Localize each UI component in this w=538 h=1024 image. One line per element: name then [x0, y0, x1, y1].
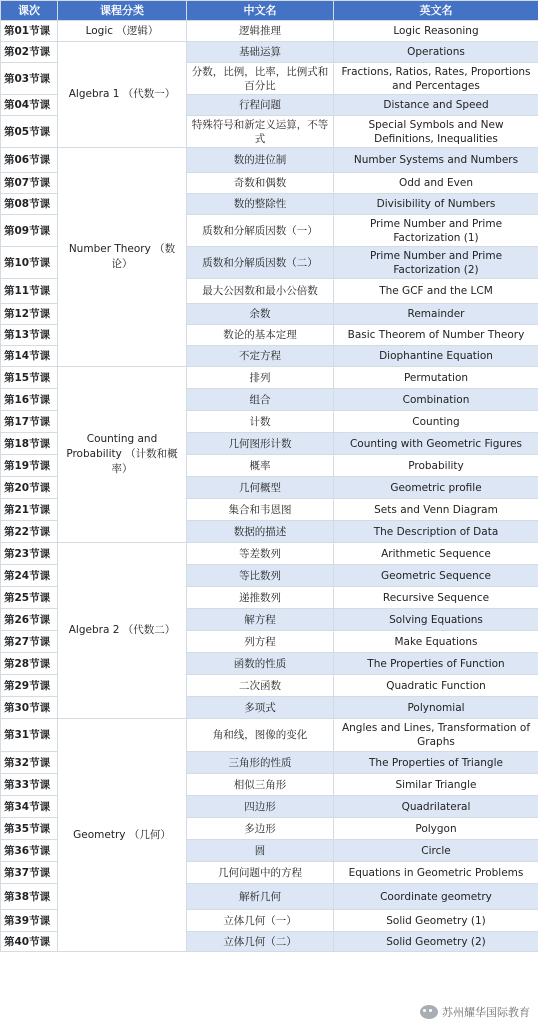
- chinese-name: 多边形: [187, 818, 334, 840]
- watermark: [420, 1004, 530, 1020]
- table-row: [1, 367, 538, 389]
- chinese-name: 立体几何（一）: [187, 910, 334, 932]
- lesson-number: 第29节课: [1, 675, 58, 697]
- english-name: The Properties of Triangle: [334, 752, 538, 774]
- lesson-number: 第11节课: [1, 279, 58, 304]
- chinese-name: 角和线，图像的变化: [187, 719, 334, 752]
- english-name: Recursive Sequence: [334, 587, 538, 609]
- lesson-number: 第08节课: [1, 194, 58, 215]
- chinese-name: 列方程: [187, 631, 334, 653]
- lesson-number: 第23节课: [1, 543, 58, 565]
- english-name: Prime Number and Prime Factorization (1): [334, 215, 538, 247]
- chinese-name: 数论的基本定理: [187, 325, 334, 346]
- chinese-name: 分数，比例，比率，比例式和百分比: [187, 63, 334, 95]
- header-chinese-name: 中文名: [187, 1, 334, 21]
- table-row: [1, 719, 538, 752]
- chinese-name: 计数: [187, 411, 334, 433]
- category-cell: Geometry （几何）: [58, 719, 187, 952]
- english-name: Quadratic Function: [334, 675, 538, 697]
- table-row: [1, 42, 538, 63]
- english-name: Polygon: [334, 818, 538, 840]
- chinese-name: 函数的性质: [187, 653, 334, 675]
- lesson-number: 第13节课: [1, 325, 58, 346]
- english-name: Polynomial: [334, 697, 538, 719]
- chinese-name: 数据的描述: [187, 521, 334, 543]
- english-name: Equations in Geometric Problems: [334, 862, 538, 884]
- english-name: Angles and Lines, Transformation of Graphs: [334, 719, 538, 752]
- chinese-name: 几何问题中的方程: [187, 862, 334, 884]
- english-name: Permutation: [334, 367, 538, 389]
- english-name: Operations: [334, 42, 538, 63]
- watermark-text: 苏州耀华国际教育: [442, 1006, 530, 1019]
- english-name: Combination: [334, 389, 538, 411]
- lesson-number: 第31节课: [1, 719, 58, 752]
- lesson-number: 第34节课: [1, 796, 58, 818]
- english-name: Arithmetic Sequence: [334, 543, 538, 565]
- chinese-name: 集合和韦恩图: [187, 499, 334, 521]
- lesson-number: 第35节课: [1, 818, 58, 840]
- lesson-number: 第18节课: [1, 433, 58, 455]
- lesson-number: 第03节课: [1, 63, 58, 95]
- english-name: Solid Geometry (2): [334, 932, 538, 952]
- chinese-name: 解析几何: [187, 884, 334, 910]
- category-cell: Algebra 1 （代数一）: [58, 42, 187, 148]
- chinese-name: 几何概型: [187, 477, 334, 499]
- chinese-name: 质数和分解质因数（二）: [187, 247, 334, 279]
- header-lesson: 课次: [1, 1, 58, 21]
- table-header-row: [1, 1, 538, 21]
- english-name: Geometric Sequence: [334, 565, 538, 587]
- chinese-name: 递推数列: [187, 587, 334, 609]
- lesson-number: 第39节课: [1, 910, 58, 932]
- english-name: Solving Equations: [334, 609, 538, 631]
- lesson-number: 第24节课: [1, 565, 58, 587]
- english-name: Probability: [334, 455, 538, 477]
- chinese-name: 余数: [187, 304, 334, 325]
- chinese-name: 奇数和偶数: [187, 173, 334, 194]
- lesson-number: 第06节课: [1, 148, 58, 173]
- lesson-number: 第10节课: [1, 247, 58, 279]
- chinese-name: 数的整除性: [187, 194, 334, 215]
- english-name: Prime Number and Prime Factorization (2): [334, 247, 538, 279]
- lesson-number: 第12节课: [1, 304, 58, 325]
- chinese-name: 行程问题: [187, 95, 334, 116]
- lesson-number: 第25节课: [1, 587, 58, 609]
- english-name: The Description of Data: [334, 521, 538, 543]
- chinese-name: 三角形的性质: [187, 752, 334, 774]
- chinese-name: 排列: [187, 367, 334, 389]
- lesson-number: 第33节课: [1, 774, 58, 796]
- lesson-number: 第28节课: [1, 653, 58, 675]
- english-name: Geometric profile: [334, 477, 538, 499]
- header-english-name: 英文名: [334, 1, 538, 21]
- english-name: Sets and Venn Diagram: [334, 499, 538, 521]
- table-row: [1, 543, 538, 565]
- category-cell: Counting and Probability （计数和概率）: [58, 367, 187, 543]
- lesson-number: 第04节课: [1, 95, 58, 116]
- lesson-number: 第20节课: [1, 477, 58, 499]
- lesson-number: 第22节课: [1, 521, 58, 543]
- lesson-number: 第15节课: [1, 367, 58, 389]
- chinese-name: 几何图形计数: [187, 433, 334, 455]
- chinese-name: 等差数列: [187, 543, 334, 565]
- english-name: Solid Geometry (1): [334, 910, 538, 932]
- lesson-number: 第21节课: [1, 499, 58, 521]
- english-name: Distance and Speed: [334, 95, 538, 116]
- chinese-name: 最大公因数和最小公倍数: [187, 279, 334, 304]
- lesson-number: 第07节课: [1, 173, 58, 194]
- chinese-name: 二次函数: [187, 675, 334, 697]
- lesson-number: 第37节课: [1, 862, 58, 884]
- english-name: Make Equations: [334, 631, 538, 653]
- lesson-number: 第09节课: [1, 215, 58, 247]
- lesson-number: 第30节课: [1, 697, 58, 719]
- chinese-name: 等比数列: [187, 565, 334, 587]
- chinese-name: 多项式: [187, 697, 334, 719]
- chinese-name: 立体几何（二）: [187, 932, 334, 952]
- english-name: Special Symbols and New Definitions, Inequalities: [334, 116, 538, 148]
- chinese-name: 四边形: [187, 796, 334, 818]
- chinese-name: 解方程: [187, 609, 334, 631]
- chinese-name: 特殊符号和新定义运算，不等式: [187, 116, 334, 148]
- chinese-name: 相似三角形: [187, 774, 334, 796]
- chinese-name: 不定方程: [187, 346, 334, 367]
- category-cell: Logic （逻辑）: [58, 21, 187, 42]
- lesson-number: 第16节课: [1, 389, 58, 411]
- table-row: [1, 21, 538, 42]
- table-row: [1, 148, 538, 173]
- chinese-name: 基础运算: [187, 42, 334, 63]
- english-name: Logic Reasoning: [334, 21, 538, 42]
- header-category: 课程分类: [58, 1, 187, 21]
- lesson-number: 第17节课: [1, 411, 58, 433]
- english-name: Circle: [334, 840, 538, 862]
- table-body: [1, 21, 538, 952]
- english-name: Coordinate geometry: [334, 884, 538, 910]
- lesson-number: 第26节课: [1, 609, 58, 631]
- lesson-number: 第05节课: [1, 116, 58, 148]
- english-name: The GCF and the LCM: [334, 279, 538, 304]
- chinese-name: 组合: [187, 389, 334, 411]
- english-name: Counting with Geometric Figures: [334, 433, 538, 455]
- english-name: Counting: [334, 411, 538, 433]
- lesson-number: 第01节课: [1, 21, 58, 42]
- lesson-number: 第40节课: [1, 932, 58, 952]
- english-name: Fractions, Ratios, Rates, Proportions and Percentages: [334, 63, 538, 95]
- english-name: Divisibility of Numbers: [334, 194, 538, 215]
- category-cell: Algebra 2 （代数二）: [58, 543, 187, 719]
- chinese-name: 概率: [187, 455, 334, 477]
- category-cell: Number Theory （数论）: [58, 148, 187, 367]
- chinese-name: 质数和分解质因数（一）: [187, 215, 334, 247]
- english-name: Quadrilateral: [334, 796, 538, 818]
- english-name: Basic Theorem of Number Theory: [334, 325, 538, 346]
- lesson-number: 第36节课: [1, 840, 58, 862]
- lesson-number: 第38节课: [1, 884, 58, 910]
- chinese-name: 数的进位制: [187, 148, 334, 173]
- wechat-logo-icon: [420, 1005, 438, 1019]
- english-name: Odd and Even: [334, 173, 538, 194]
- english-name: The Properties of Function: [334, 653, 538, 675]
- lesson-number: 第19节课: [1, 455, 58, 477]
- lesson-number: 第14节课: [1, 346, 58, 367]
- chinese-name: 圆: [187, 840, 334, 862]
- lesson-number: 第32节课: [1, 752, 58, 774]
- english-name: Number Systems and Numbers: [334, 148, 538, 173]
- english-name: Remainder: [334, 304, 538, 325]
- english-name: Diophantine Equation: [334, 346, 538, 367]
- lesson-number: 第02节课: [1, 42, 58, 63]
- chinese-name: 逻辑推理: [187, 21, 334, 42]
- lesson-number: 第27节课: [1, 631, 58, 653]
- english-name: Similar Triangle: [334, 774, 538, 796]
